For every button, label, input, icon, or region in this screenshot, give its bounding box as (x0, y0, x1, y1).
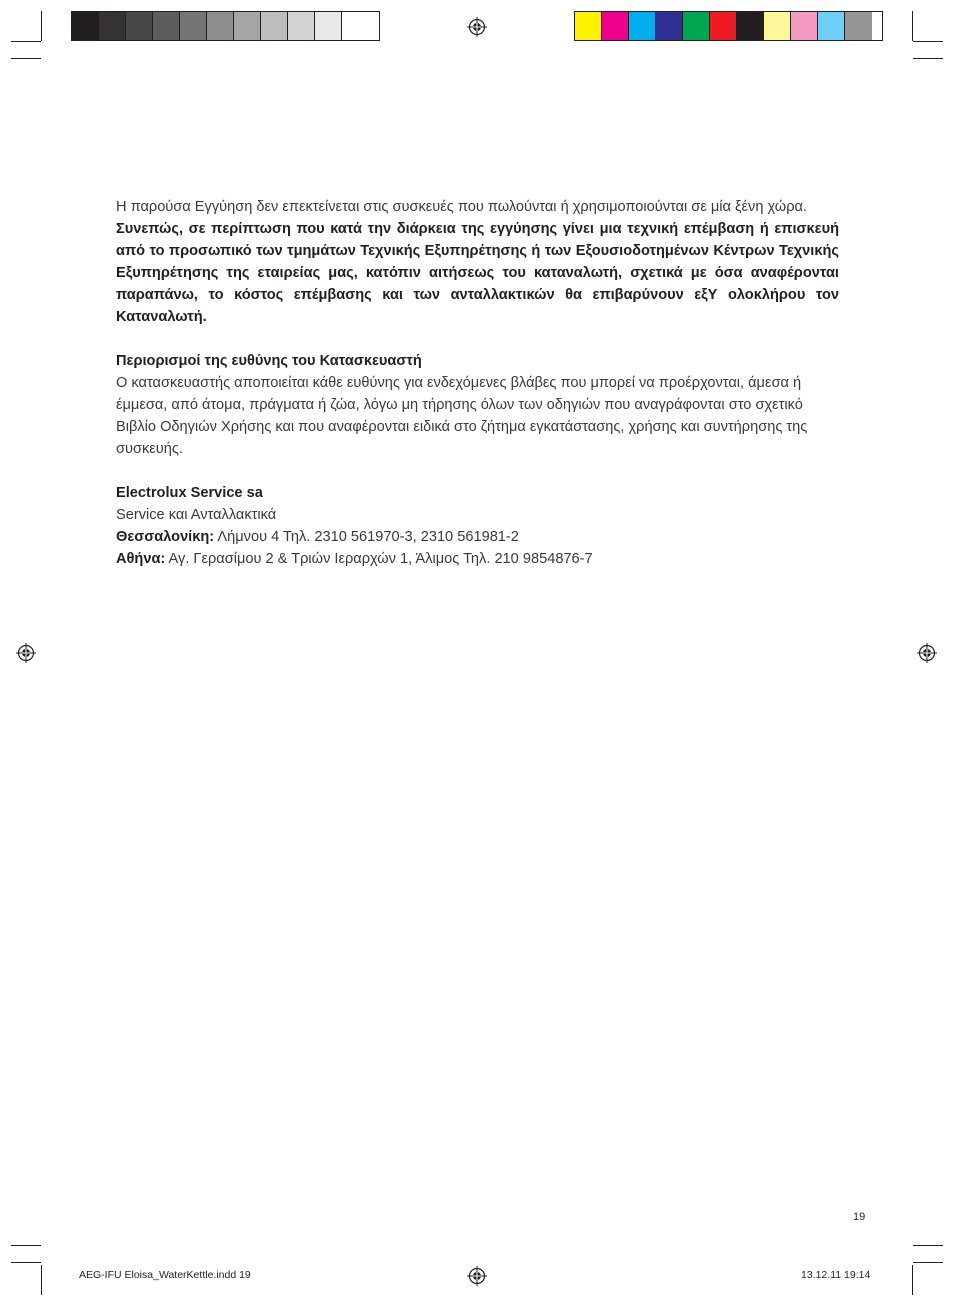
registration-mark-icon (917, 643, 937, 663)
registration-mark-icon (16, 643, 36, 663)
color-swatch (791, 12, 818, 40)
registration-mark-icon (467, 1266, 487, 1286)
registration-mark-icon (467, 17, 487, 37)
grayscale-calibration-strip (71, 11, 380, 41)
athens-address (116, 548, 839, 570)
section-heading: Περιορισμοί της ευθύνης του Κατασκευαστή (116, 353, 422, 369)
slug-filename: AEG-IFU Eloisa_WaterKettle.indd 19 (79, 1269, 251, 1281)
crop-mark (11, 1245, 41, 1246)
gray-swatch (234, 12, 261, 40)
color-swatch (845, 12, 872, 40)
gray-swatch (288, 12, 315, 40)
crop-mark (912, 1265, 913, 1295)
color-swatch (683, 12, 710, 40)
color-swatch (602, 12, 629, 40)
color-swatch (656, 12, 683, 40)
crop-mark (11, 41, 41, 42)
color-swatch (764, 12, 791, 40)
color-swatch (818, 12, 845, 40)
crop-mark (41, 1265, 42, 1295)
crop-mark (11, 58, 41, 59)
gray-swatch (153, 12, 180, 40)
athens-label: Αθήνα: (116, 551, 166, 567)
crop-mark (913, 58, 943, 59)
warranty-foreign-paragraph: Η παρούσα Εγγύηση δεν επεκτείνεται στις συσκευές που πωλούνται ή χρησιμοποιούνται σε μία ξένη χώρα. (116, 199, 807, 215)
color-swatch (629, 12, 656, 40)
crop-mark (913, 1262, 943, 1263)
gray-swatch (261, 12, 288, 40)
gray-swatch (180, 12, 207, 40)
thessaloniki-text: Λήμνου 4 Τηλ. 2310 561970-3, 2310 561981-2 (214, 529, 519, 545)
thessaloniki-label: Θεσσαλονίκη: (116, 529, 215, 545)
document-body (116, 196, 839, 570)
crop-mark (912, 11, 913, 41)
color-calibration-strip (574, 11, 883, 41)
gray-swatch (315, 12, 342, 40)
gray-swatch (72, 12, 99, 40)
color-swatch (737, 12, 764, 40)
color-swatch (575, 12, 602, 40)
liability-paragraph: Ο κατασκευαστής αποποιείται κάθε ευθύνης για ενδεχόμενες βλάβες που μπορεί να προέρχονται, άμεσα ή έμμεσα, από άτομα, πράγματα ή ζώα, λόγω μη τήρησης όλων των οδηγιών που αναγράφονται στο σχετικό Βιβλίο Οδηγιών Χρήσης και που αναφέρονται ειδικά στο ζήτημα εγκατάστασης, χρήσης και συντήρησης της συσκευής. (116, 375, 808, 457)
thessaloniki-address (116, 526, 839, 548)
page-number: 19 (853, 1211, 866, 1223)
gray-swatch (207, 12, 234, 40)
company-name: Electrolux Service sa (116, 485, 263, 501)
warranty-cost-paragraph: Συνεπώς, σε περίπτωση που κατά την διάρκεια της εγγύησης γίνει μια τεχνική επέμβαση ή επισκευή από το προσωπικό των τμημάτων Τεχνικής Εξυπηρέτησης ή των Εξουσιοδοτημένων Κέντρων Τεχνικής Εξυπηρέτησης της εταιρείας μας, κατόπιν αιτήσεως του καταναλωτή, σχετικά με όσα αναφέρονται παραπάνω, το κόστος επέμβασης και των ανταλλακτικών θα επιβαρύνουν εξΥ ολοκλήρου τον Καταναλωτή. (116, 221, 839, 325)
crop-mark (913, 1245, 943, 1246)
athens-text: Αγ. Γερασίμου 2 & Τριών Ιεραρχών 1, Άλιμος Τηλ. 210 9854876-7 (165, 551, 593, 567)
slug-date: 13.12.11 19:14 (801, 1269, 871, 1281)
crop-mark (11, 1262, 41, 1263)
company-subtitle: Service και Ανταλλακτικά (116, 507, 277, 523)
color-swatch (710, 12, 737, 40)
crop-mark (913, 41, 943, 42)
gray-swatch (99, 12, 126, 40)
gray-swatch (126, 12, 153, 40)
crop-mark (41, 11, 42, 41)
gray-swatch (342, 12, 369, 40)
